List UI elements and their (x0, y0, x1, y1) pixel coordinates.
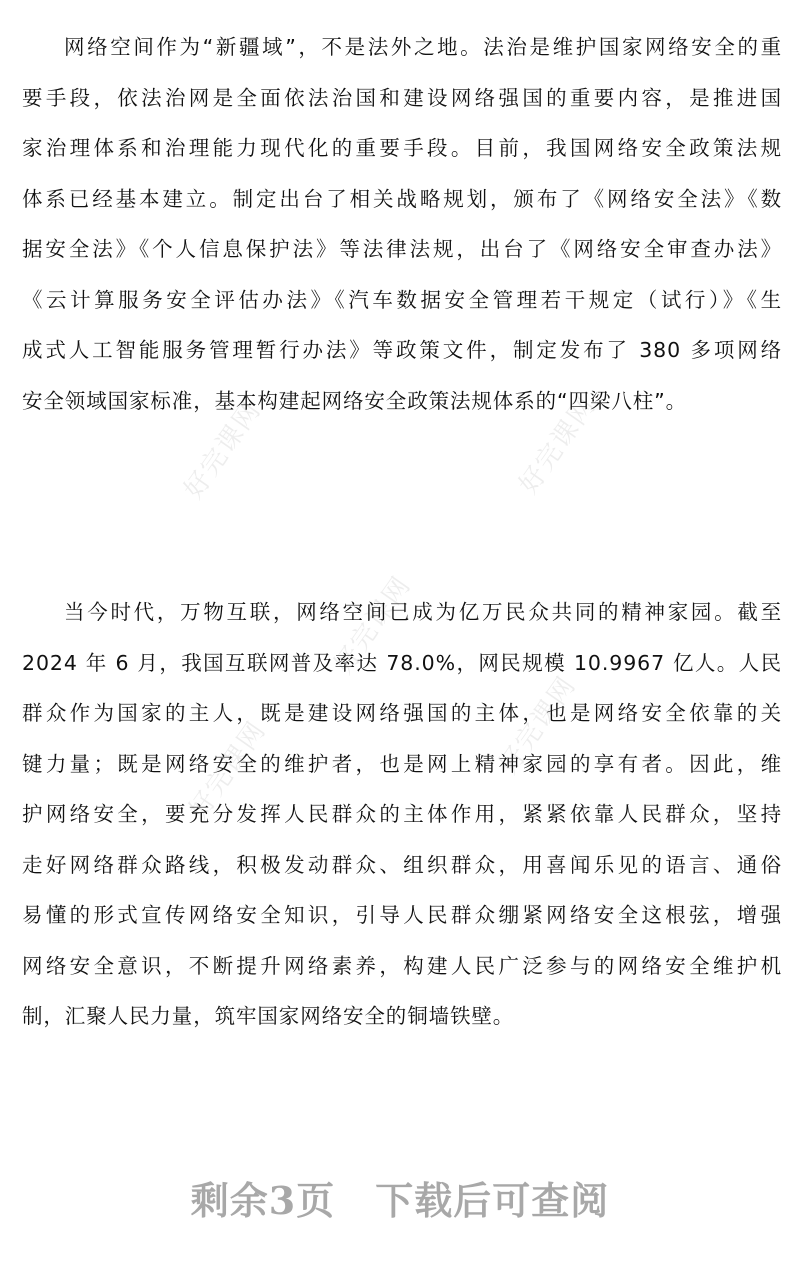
remaining-pages-banner[interactable] (0, 1170, 800, 1225)
watermark: 好完课网 (493, 670, 583, 780)
text-line: 据安全法》《个人信息保护法》等法律法规，出台了《网络安全审查办法》 (22, 237, 782, 261)
text-line: 键力量；既是网络安全的维护者，也是网上精神家园的享有者。因此，维 (22, 751, 782, 776)
watermark: 好完课网 (178, 395, 268, 505)
text-line: 体系已经基本建立。制定出台了相关战略规划，颁布了《网络安全法》《数 (22, 186, 782, 211)
text-line: 走好网络群众路线，积极发动群众、组织群众，用喜闻乐见的语言、通俗 (22, 852, 782, 877)
text-line: 当今时代，万物互联，网络空间已成为亿万民众共同的精神家园。截至 (64, 600, 782, 624)
text-line: 网络空间作为“新疆域”，不是法外之地。法治是维护国家网络安全的重 (64, 35, 782, 59)
text-line: 护网络安全，要充分发挥人民群众的主体作用，紧紧依靠人民群众，坚持 (22, 802, 782, 826)
text-line: 安全领域国家标准，基本构建起网络安全政策法规体系的“四梁八柱”。 (22, 388, 688, 413)
watermark: 好完课网 (328, 570, 418, 680)
watermark: 好完课网 (513, 390, 603, 500)
text-line: 制，汇聚人民力量，筑牢国家网络安全的铜墙铁壁。 (22, 1004, 515, 1028)
text-line: 群众作为国家的主人，既是建设网络强国的主体，也是网络安全依靠的关 (22, 701, 782, 725)
text-line: 网络安全意识，不断提升网络素养，构建人民广泛参与的网络安全维护机 (22, 953, 782, 978)
text-line: 2024 年 6 月，我国互联网普及率达 78.0%，网民规模 10.9967 亿人。人民 (22, 650, 782, 675)
download-to-view-label[interactable]: 下载后可查阅 (375, 1178, 610, 1223)
text-line: 要手段，依法治网是全面依法治国和建设网络强国的重要内容，是推进国 (22, 85, 782, 110)
text-line: 《云计算服务安全评估办法》《汽车数据安全管理若干规定（试行）》《生 (22, 287, 782, 312)
text-line: 成式人工智能服务管理暂行办法》等政策文件，制定发布了 380 多项网络 (22, 338, 782, 362)
paragraph-legal-framework (22, 22, 782, 426)
paragraph-people-role (22, 587, 782, 1042)
remaining-pages-label: 剩余3页 (190, 1178, 336, 1223)
text-line: 家治理体系和治理能力现代化的重要手段。目前，我国网络安全政策法规 (22, 136, 782, 160)
watermark: 好完课网 (183, 715, 273, 825)
text-line: 易懂的形式宣传网络安全知识，引导人民群众绷紧网络安全这根弦，增强 (22, 903, 782, 927)
